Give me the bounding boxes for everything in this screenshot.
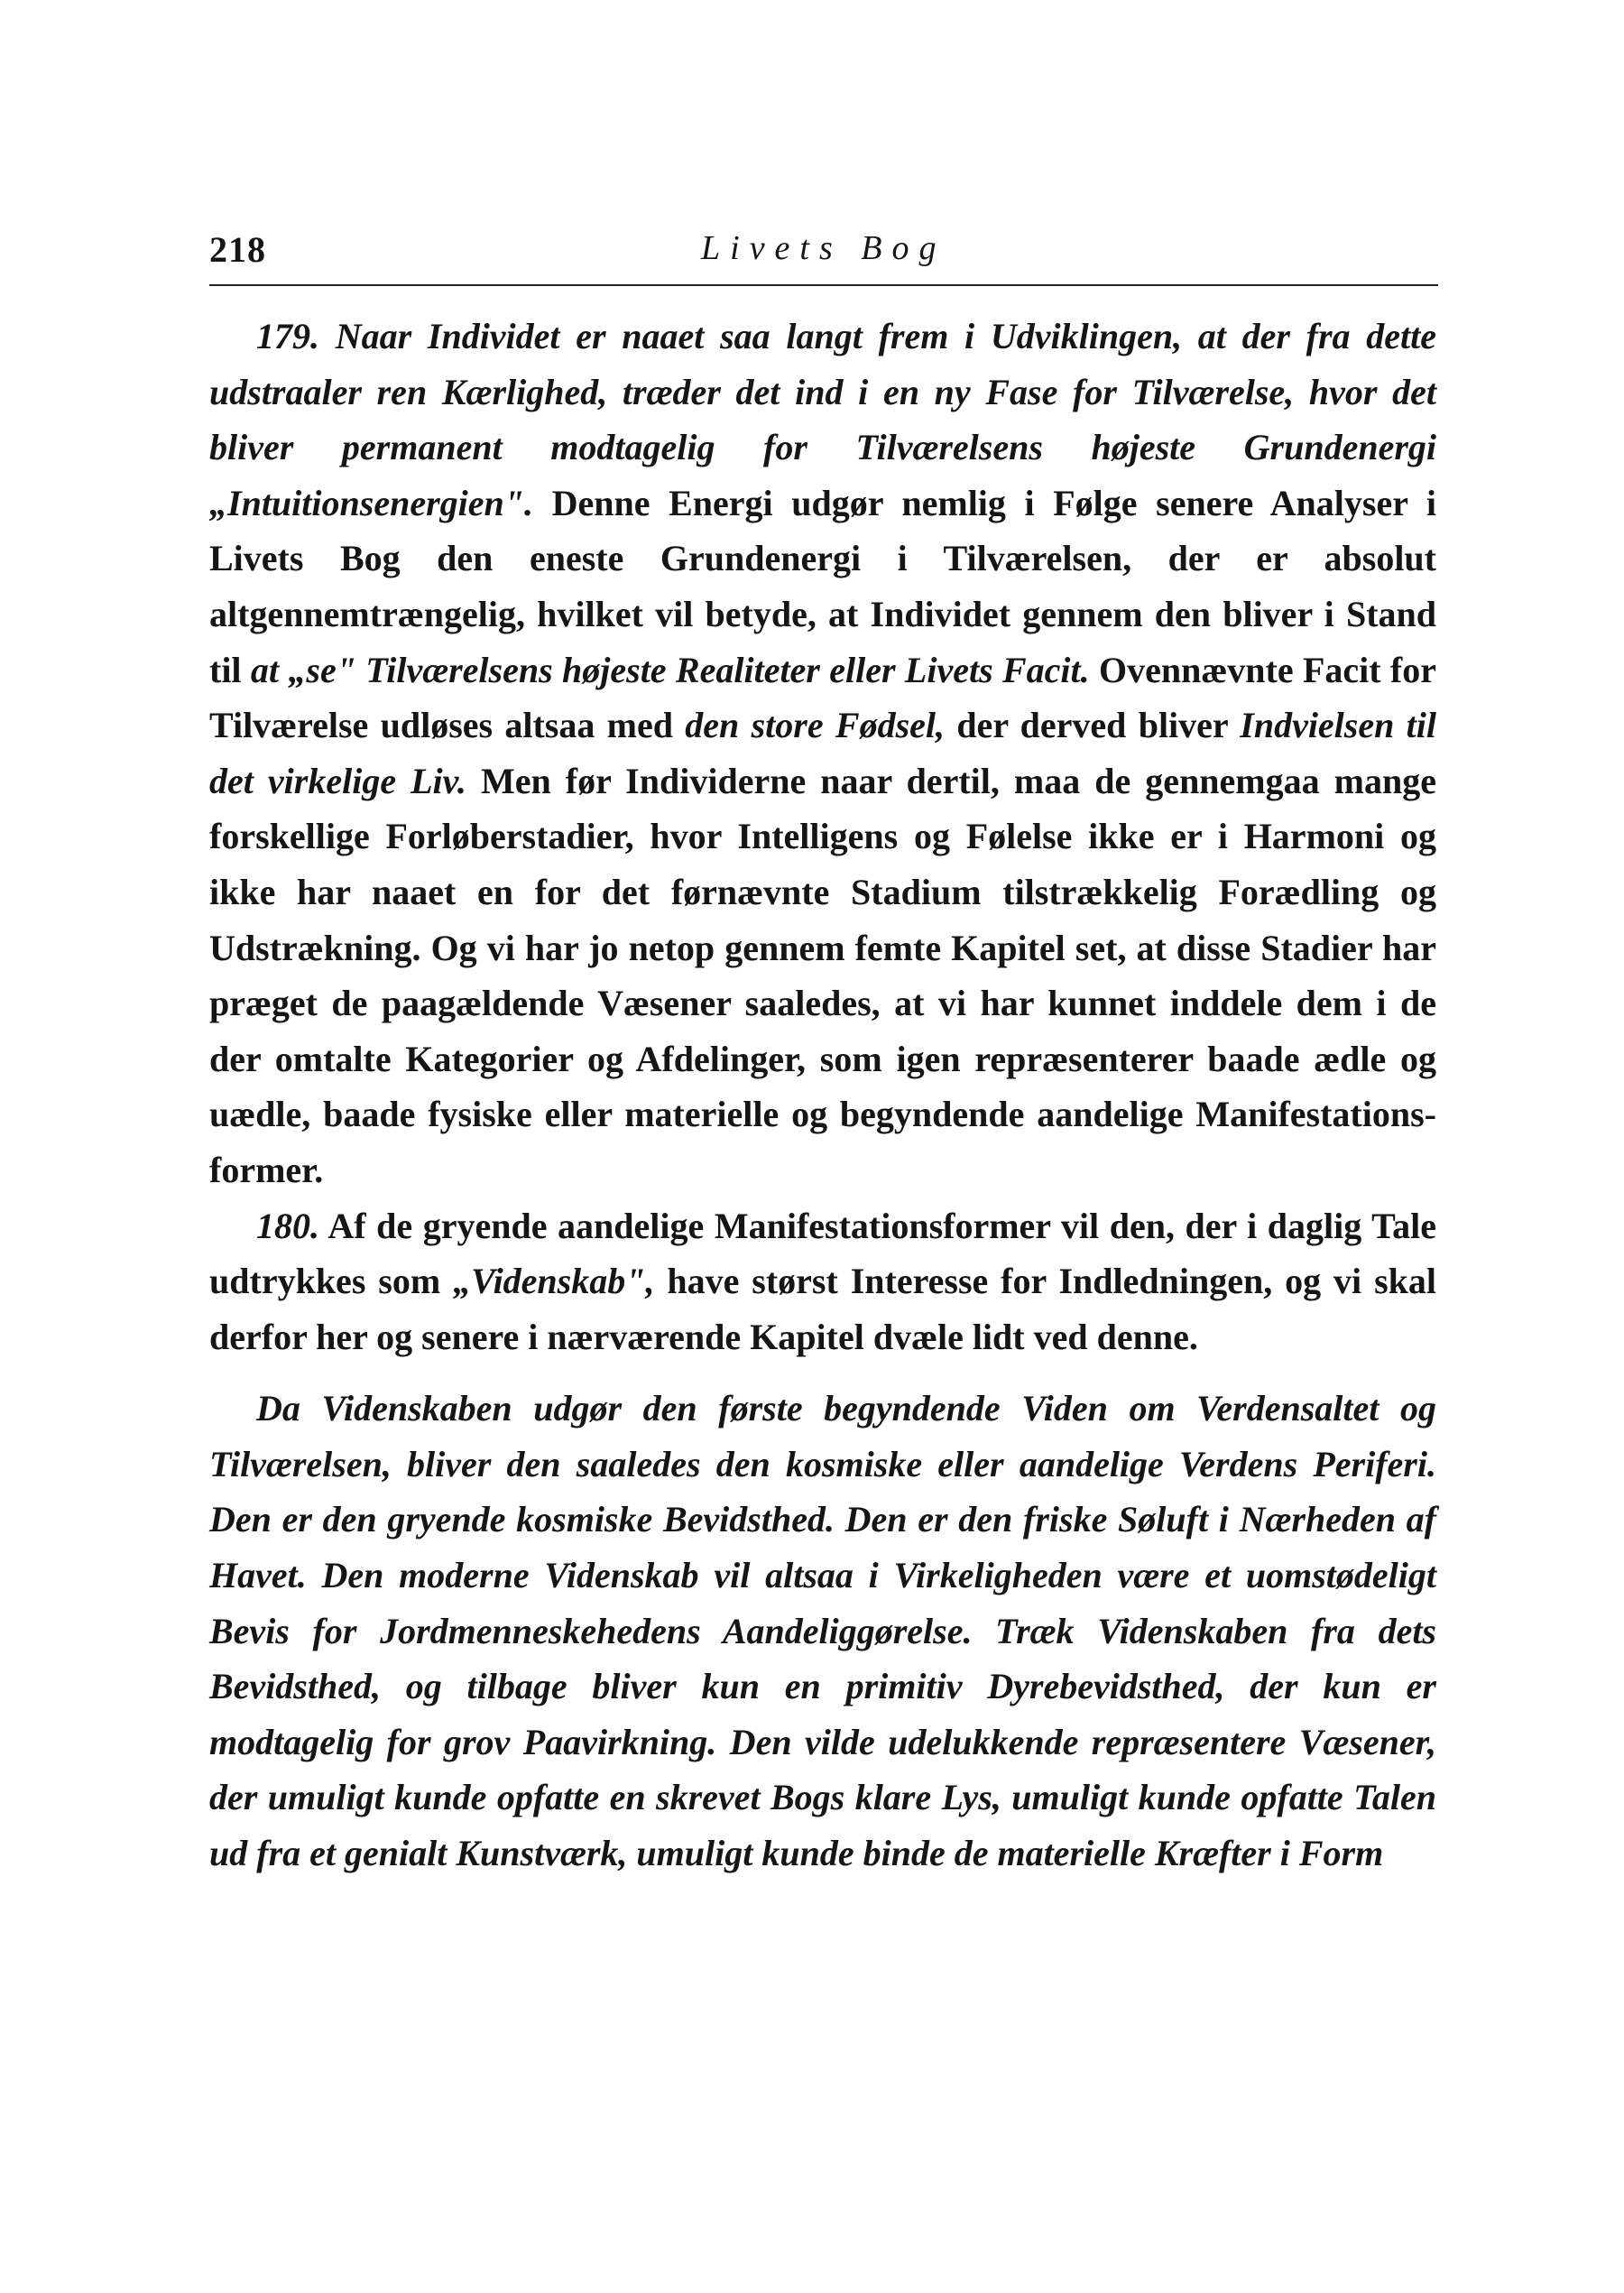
page-header bbox=[209, 228, 1436, 282]
page-number: 218 bbox=[209, 229, 266, 270]
text-span: Ovennævnte Facit for Tilværelse udløses altsaa med bbox=[209, 649, 1436, 746]
text-span: have størst Interesse for Indledningen, og vi skal derfor her og senere i nærværende Kapitel dvæle lidt ved denne. bbox=[209, 1261, 1436, 1357]
italic-span: Naar Individet er naaet saa langt frem i Udviklingen, at der fra dette udstraaler ren Kærlighed, træder det ind i en ny Fase for Tilværelse, hvor det bliver permanent modtagelig for Tilværelsens højeste Grundenergi „Intuitionsenergien". bbox=[209, 316, 1436, 523]
paragraph-179 bbox=[209, 309, 1436, 1198]
paragraph-number: 179. bbox=[256, 316, 319, 356]
italic-span: at „se" Tilværelsens højeste Realiteter eller Livets Facit. bbox=[250, 649, 1090, 690]
italic-span: den store Fødsel, bbox=[685, 705, 946, 746]
text-span: Men før Individerne naar dertil, maa de gennemgaa mange forskellige Forløberstadier, hvor Intelligens og Følelse ikke er i Harmoni og ikke har naaet en for det førnævnte Stadium tilstrækkelig Forædling og Udstrækning. Og vi har jo netop gennem femte Kapitel set, at disse Stadier har præget de paagældende Væsener saaledes, at vi har kunnet inddele dem i de der omtalte Kategorier og Afdelinger, som igen repræsenterer baade ædle og uædle, baade fysiske eller materielle og begyndende aandelige Manifestationsformer. bbox=[209, 760, 1436, 1190]
paragraph-number: 180. bbox=[256, 1205, 319, 1246]
running-title: Livets Bog bbox=[701, 229, 946, 267]
header-rule bbox=[209, 284, 1438, 286]
text-span: Af de gryende aandelige Manifestationsformer vil den, der i daglig Tale udtrykkes som bbox=[209, 1205, 1436, 1302]
text-span: Denne Energi udgør nemlig i Følge senere Analyser i Livets Bog den eneste Grundenergi i Tilværelsen, der er absolut altgennemtrængelig, hvilket vil betyde, at Individet gennem den bliver i Stand til bbox=[209, 482, 1436, 690]
italic-span: Indvielsen til det virkelige Liv. bbox=[209, 705, 1436, 801]
body-text bbox=[209, 309, 1436, 1882]
text-span: der derved bliver bbox=[945, 705, 1241, 746]
paragraph-180 bbox=[209, 1198, 1436, 1365]
paragraph-italic: Da Videnskaben udgør den første begyndende Viden om Verdensaltet og Tilværelsen, bliver den saaledes den kosmiske eller aandelige Verdens Periferi. Den er den gryende kosmiske Bevidsthed. Den er den friske Søluft i Nærheden af Havet. Den moderne Videnskab vil altsaa i Virkeligheden være et uomstødeligt Bevis for Jordmenneskehedens Aandeliggørelse. Træk Videnskaben fra dets Bevidsthed, og tilbage bliver kun en primitiv Dyrebevidsthed, der kun er modtagelig for grov Paavirkning. Den vilde udelukkende repræsentere Væsener, der umuligt kunde opfatte en skrevet Bogs klare Lys, umuligt kunde opfatte Talen ud fra et genialt Kunstværk, umuligt kunde binde de materielle Kræfter i Form bbox=[209, 1388, 1436, 1874]
italic-span: „Videnskab", bbox=[453, 1261, 655, 1302]
